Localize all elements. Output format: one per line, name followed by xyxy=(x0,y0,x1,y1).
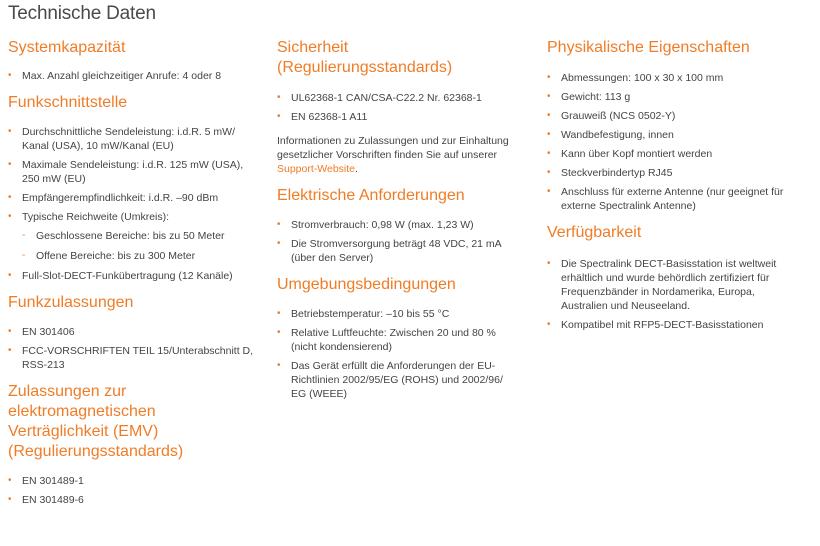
list-item: • Gewicht: 113 g xyxy=(547,90,809,104)
list-systemkapazitaet xyxy=(8,69,263,83)
list-item: • EN 301489-1 xyxy=(8,474,263,488)
list-item: • FCC-VORSCHRIFTEN TEIL 15/Unterabschnitt D, RSS-213 xyxy=(8,344,263,372)
list-item: • Durchschnittliche Sendeleistung: i.d.R. 5 mW/ Kanal (USA), 10 mW/Kanal (EU) xyxy=(8,125,263,153)
support-website-link[interactable]: Support-Website xyxy=(277,163,356,175)
list-item: • Kann über Kopf montiert werden xyxy=(547,147,809,161)
list-item: • Typische Reichweite (Umkreis): xyxy=(8,210,263,224)
section-heading-elektrische-anforderungen: Elektrische Anforderungen xyxy=(277,187,465,204)
list-item: • Betriebstemperatur: –10 bis 55 °C xyxy=(277,307,532,321)
list-item: • EN 301406 xyxy=(8,325,263,339)
section-heading-sicherheit: Sicherheit (Regulierungsstandards) xyxy=(277,39,453,76)
list-item: • EN 301489-6 xyxy=(8,493,263,507)
compliance-note-end: . xyxy=(355,163,358,175)
section-heading-umgebungsbedingungen: Umgebungsbedingungen xyxy=(277,276,456,293)
list-emv xyxy=(8,474,263,507)
list-item: • Das Gerät erfüllt die Anforderungen der EU-Richtlinien 2002/95/EG (ROHS) und 2002/96/ EG (WEEE) xyxy=(277,359,516,401)
list-umgebungsbedingungen xyxy=(277,307,532,401)
list-item: • Empfängerempfindlichkeit: i.d.R. –90 dBm xyxy=(8,191,263,205)
section-heading-systemkapazitaet: Systemkapazität xyxy=(8,39,126,56)
list-item: • Max. Anzahl gleichzeitiger Anrufe: 4 oder 8 xyxy=(8,69,263,83)
section-heading-verfuegbarkeit: Verfügbarkeit xyxy=(547,224,642,241)
list-item: • Full-Slot-DECT-Funkübertragung (12 Kanäle) xyxy=(8,269,263,283)
list-item: • Grauweiß (NCS 0502-Y) xyxy=(547,109,809,123)
list-sicherheit xyxy=(277,91,532,124)
list-item: • Stromverbrauch: 0,98 W (max. 1,23 W) xyxy=(277,218,532,232)
list-item: • Wandbefestigung, innen xyxy=(547,128,809,142)
page-title: Technische Daten xyxy=(8,3,156,24)
compliance-note xyxy=(277,134,522,176)
column-middle xyxy=(277,38,532,411)
section-heading-funkzulassungen: Funkzulassungen xyxy=(8,294,134,311)
list-item: • Relative Luftfeuchte: Zwischen 20 und 80 % (nicht kondensierend) xyxy=(277,326,511,354)
section-heading-funkschnittstelle: Funkschnittstelle xyxy=(8,94,128,111)
list-funkzulassungen xyxy=(8,325,263,372)
section-heading-physikalische-eigenschaften: Physikalische Eigenschaften xyxy=(547,39,750,56)
list-item: • Die Stromversorgung beträgt 48 VDC, 21 mA (über den Server) xyxy=(277,237,511,265)
list-item: • Kompatibel mit RFP5-DECT-Basisstationen xyxy=(547,318,809,332)
column-right xyxy=(547,38,809,342)
column-left xyxy=(8,38,263,517)
list-item: • UL62368-1 CAN/CSA-C22.2 Nr. 62368-1 xyxy=(277,91,532,105)
list-physikalische-eigenschaften xyxy=(547,71,809,213)
list-item: • Steckverbindertyp RJ45 xyxy=(547,166,809,180)
list-verfuegbarkeit xyxy=(547,257,809,332)
compliance-note-text: Informationen zu Zulassungen und zur Einhaltung gesetzlicher Vorschriften finden Sie auf unserer xyxy=(277,135,509,161)
sub-list-item: - Geschlossene Bereiche: bis zu 50 Meter xyxy=(8,229,263,243)
list-item: • EN 62368-1 A11 xyxy=(277,110,532,124)
section-heading-emv: Zulassungen zur elektromagnetischen Verträglichkeit (EMV) (Regulierungsstandards) xyxy=(8,383,184,460)
list-elektrische-anforderungen xyxy=(277,218,532,265)
sub-list-item: - Offene Bereiche: bis zu 300 Meter xyxy=(8,249,263,263)
list-item: • Abmessungen: 100 x 30 x 100 mm xyxy=(547,71,809,85)
list-funkschnittstelle xyxy=(8,125,263,283)
list-item: • Die Spectralink DECT-Basisstation ist weltweit erhältlich und wurde behördlich zertifiziert für Frequenzbänder in Nordamerika, Europa, Australien und Neuseeland. xyxy=(547,257,791,313)
list-item: • Anschluss für externe Antenne (nur geeignet für externe Spectralink Antenne) xyxy=(547,185,806,213)
list-item: • Maximale Sendeleistung: i.d.R. 125 mW (USA), 250 mW (EU) xyxy=(8,158,263,186)
